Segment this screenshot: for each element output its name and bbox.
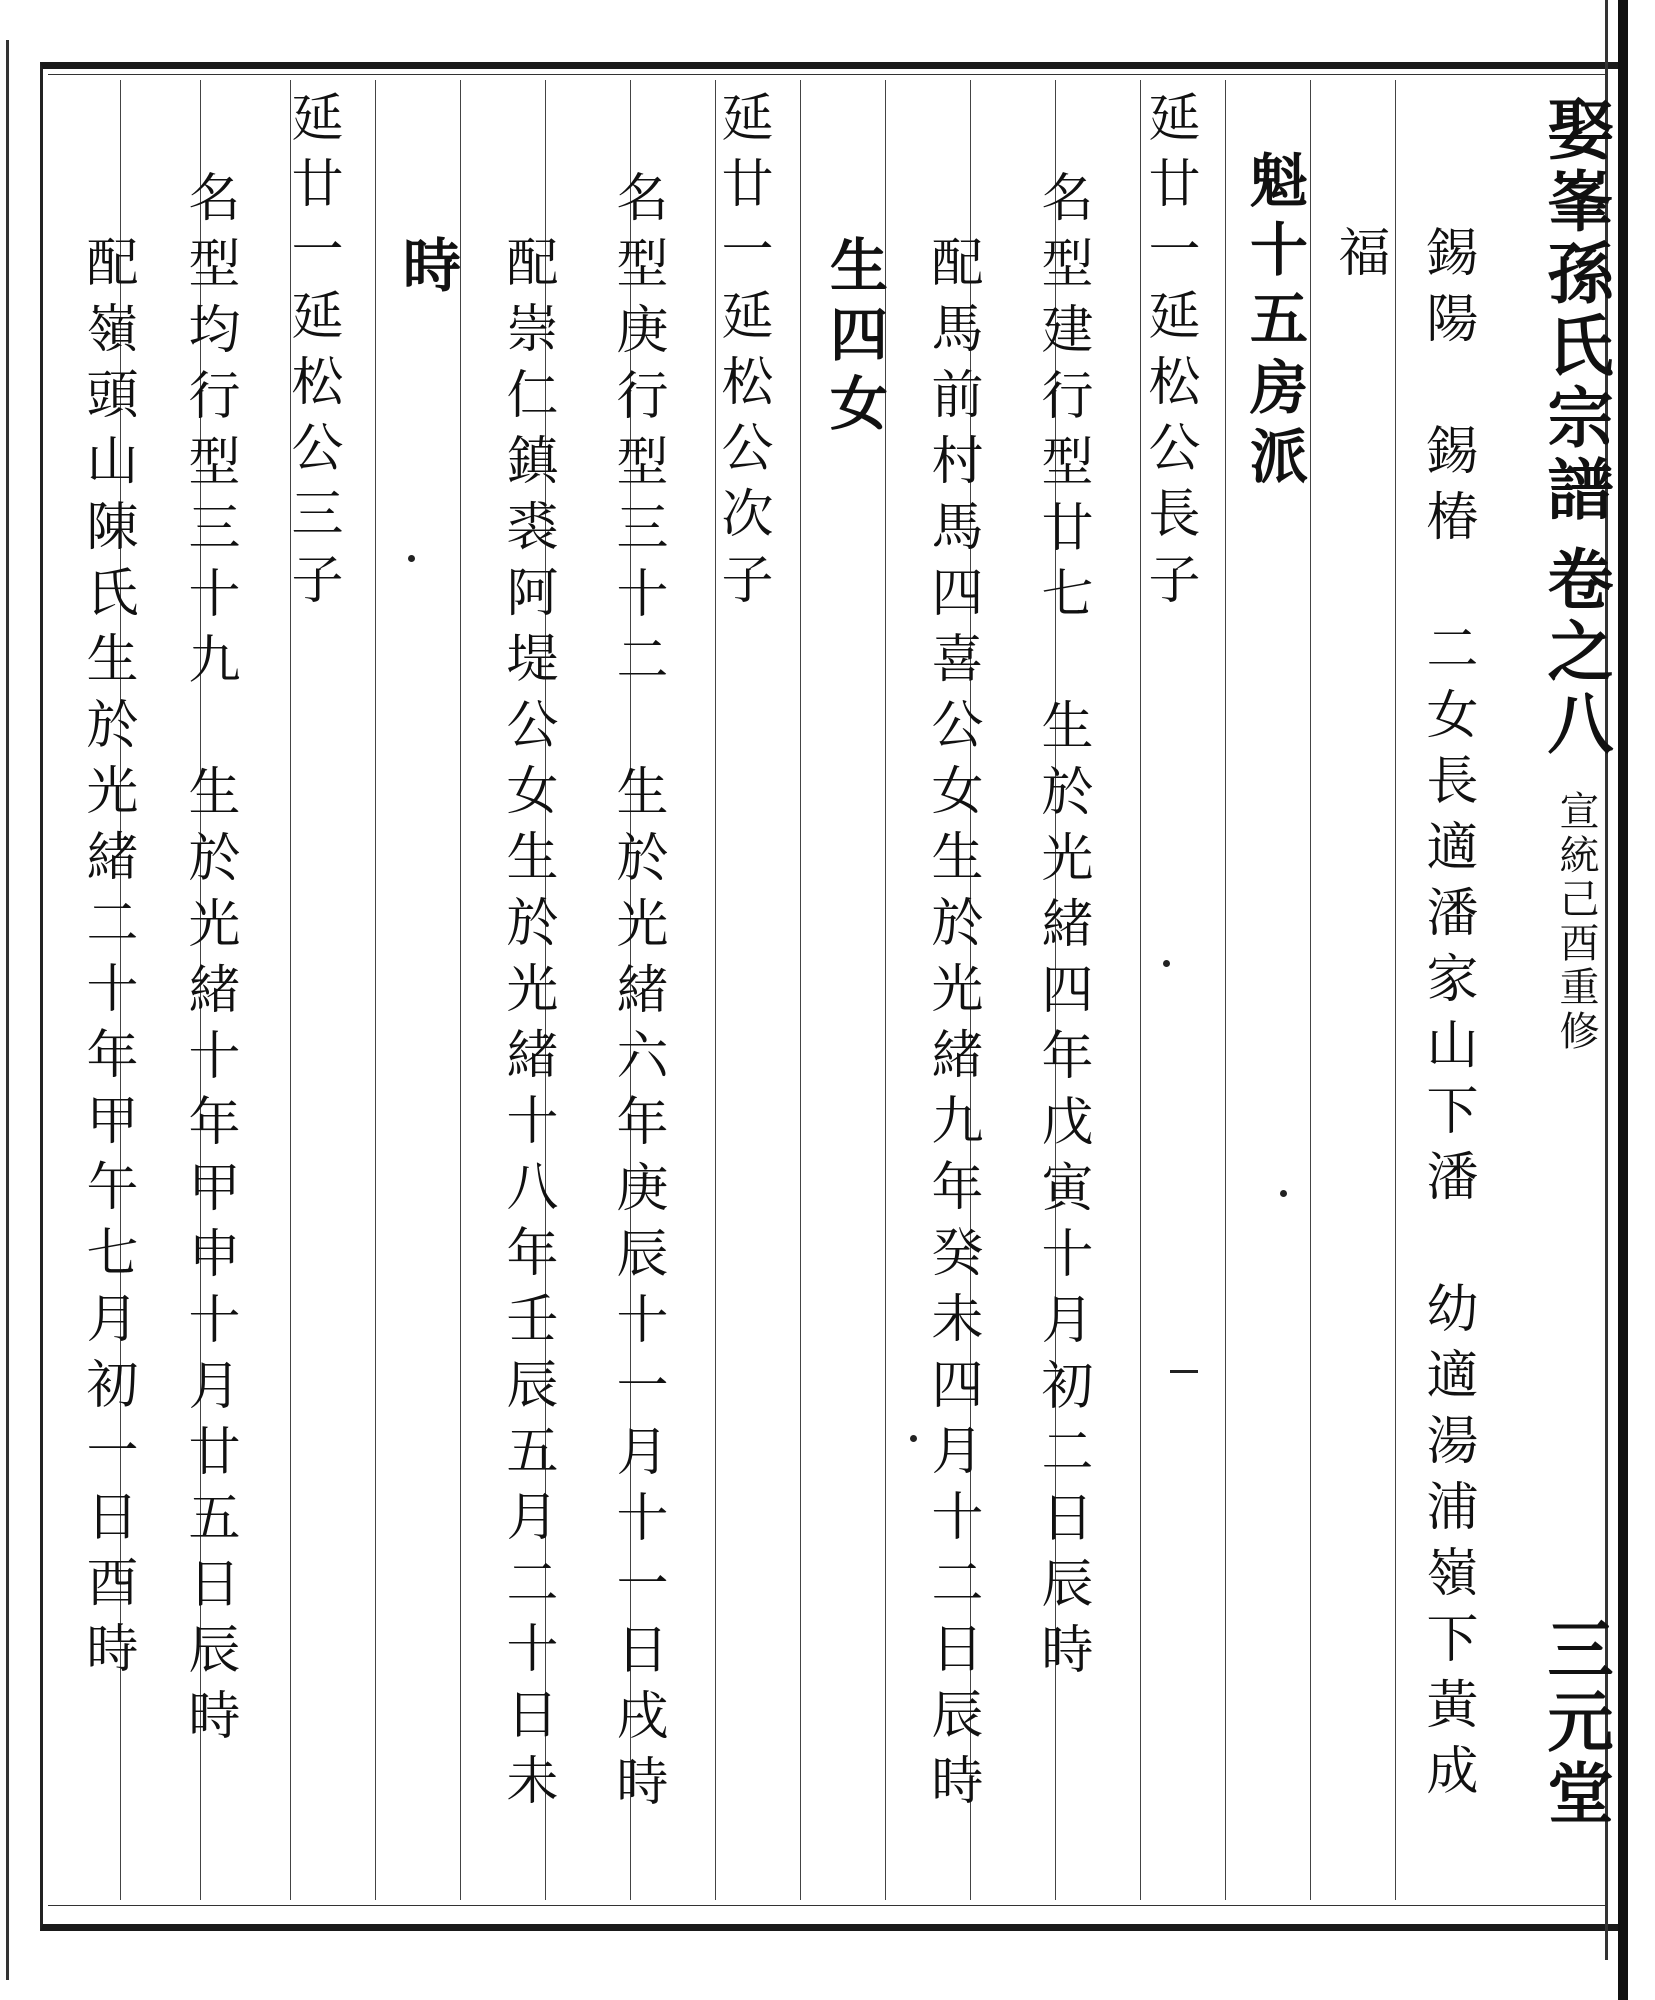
- text-column-8: 延廿一延松公次子: [712, 90, 772, 618]
- text-column-4: 延廿一延松公長子: [1139, 90, 1199, 618]
- text-column-13: 名型均行型三十九 生於光緒十年甲申十月廿五日辰時: [179, 170, 239, 1754]
- ink-speck: [1280, 1190, 1287, 1197]
- text-column-1: 錫陽 錫椿 二女長適潘家山下潘 幼適湯浦嶺下黃成: [1417, 225, 1477, 1809]
- ink-speck: [910, 1435, 917, 1442]
- text-column-11: 時: [393, 235, 461, 304]
- text-column-9: 名型庚行型三十二 生於光緒六年庚辰十一月十一日戌時: [607, 170, 667, 1820]
- book-title: 娶峯孫氏宗譜: [1536, 95, 1614, 527]
- text-column-2: 福: [1329, 225, 1389, 291]
- text-column-5: 名型建行型廿七 生於光緒四年戊寅十月初二日辰時: [1032, 170, 1092, 1688]
- text-column-7: 生四女: [820, 235, 888, 442]
- column-rule: [460, 80, 461, 1900]
- text-column-14: 配嶺頭山陳氏生於光緒二十年甲午七月初一日酉時: [77, 235, 137, 1687]
- ink-speck: [408, 555, 415, 562]
- text-column-3: 魁十五房派: [1240, 150, 1308, 495]
- ink-mark: [1170, 1370, 1198, 1373]
- edition-note: 宣統己酉重修: [1553, 790, 1599, 1054]
- ink-speck: [1163, 960, 1170, 967]
- hall-name: 三元堂: [1536, 1615, 1614, 1831]
- text-column-6: 配馬前村馬四喜公女生於光緒九年癸未四月十二日辰時: [922, 235, 982, 1819]
- column-rule: [375, 80, 376, 1900]
- text-column-12: 延廿一延松公三子: [282, 90, 342, 618]
- volume-number: 卷之八: [1536, 545, 1614, 761]
- column-rule: [1395, 80, 1396, 1900]
- text-column-10: 配崇仁鎮裘阿堤公女生於光緒十八年壬辰五月二十日未: [497, 235, 557, 1819]
- column-rule: [800, 80, 801, 1900]
- left-page-edge: [6, 40, 9, 1980]
- column-rule: [1225, 80, 1226, 1900]
